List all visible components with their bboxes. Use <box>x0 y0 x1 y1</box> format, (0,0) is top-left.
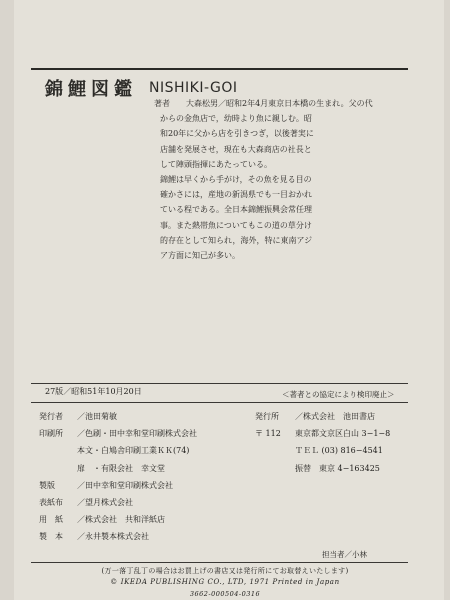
colophon-value: 東京都文京区白山 3−1−8 <box>295 429 391 439</box>
colophon-left <box>39 408 254 546</box>
edition-rule-bottom <box>31 402 408 403</box>
book-code: 3662-000504-0316 <box>189 590 261 598</box>
edition-rule-top <box>31 383 408 384</box>
colophon-row-phone <box>255 442 415 459</box>
colophon-value: ／望月株式会社 <box>77 498 133 508</box>
colophon-value: ／田中幸和堂印刷株式会社 <box>77 480 173 490</box>
person-in-charge: 担当者／小林 <box>322 550 367 559</box>
colophon-value: ／池田菊敏 <box>77 412 117 421</box>
top-rule <box>31 68 408 70</box>
bio-line: 大森松男／昭和2年4月東京日本橋の生まれ。父の代 <box>186 99 373 108</box>
colophon-label <box>255 460 295 477</box>
title-japanese: 錦鯉図鑑 <box>45 79 137 100</box>
colophon-label: 用 紙 <box>39 515 63 525</box>
colophon-label: 発行所 <box>255 412 279 421</box>
bio-line: 確かさには，産地の新潟県でも一目おかれ <box>160 190 312 200</box>
colophon-row-publishing-house <box>255 408 415 425</box>
colophon-row-printer <box>39 425 254 442</box>
colophon-label: 製 本 <box>39 532 63 542</box>
bio-line: 的存在として知られ，海外，特に東南アジ <box>160 235 313 245</box>
footer-rule <box>31 562 408 563</box>
colophon-row-printer-text <box>39 442 254 459</box>
colophon-value: ／色刷・田中幸和堂印刷株式会社 <box>77 429 197 439</box>
bio-line: 店舗を発展させ，現在も大森商店の社長と <box>160 144 312 154</box>
copyright-line: © IKEDA PUBLISHING CO., LTD, 1971 Printed in Japan <box>110 578 340 586</box>
colophon-value: 扉 ・有限会社 幸文堂 <box>77 463 165 473</box>
seal-notice: ＜著者との協定により検印廃止＞ <box>282 390 395 399</box>
colophon-value: ／永井製本株式会社 <box>77 532 149 542</box>
replacement-notice: (万一落丁乱丁の場合はお買上げの書店又は発行所にてお取替えいたします) <box>101 567 349 575</box>
bio-line: ア方面に知己が多い。 <box>160 251 240 261</box>
colophon-row-binding <box>39 528 254 545</box>
bio-line: からの金魚店で，幼時より魚に親しむ。昭 <box>160 114 312 124</box>
colophon-row-cover-cloth <box>39 494 254 511</box>
title-english: NISHIKI-GOI <box>149 80 238 96</box>
bio-line: 和20年に父から店を引きつぎ，以後著実に <box>160 129 314 139</box>
colophon-row-printer-frontispiece <box>39 460 254 477</box>
author-label: 著者 <box>154 99 170 108</box>
colophon-label <box>255 442 295 459</box>
colophon-row-transfer <box>255 460 415 477</box>
bio-line: ている程である。全日本錦鯉振興会常任理 <box>160 205 312 215</box>
colophon-label: 発行者 <box>39 412 63 421</box>
edition-info: 27版／昭和51年10月20日 <box>45 387 142 396</box>
colophon-label: 〒 112 <box>255 429 281 439</box>
colophon-label: 印刷所 <box>39 429 63 439</box>
colophon-value: 本文・白鳩舎印刷工業ＫＫ(74) <box>77 446 190 456</box>
colophon-value: ／株式会社 池田書店 <box>295 412 375 421</box>
colophon-label: 表紙布 <box>39 498 63 508</box>
bio-line: 事。また熱帯魚についてもこの道の草分け <box>160 220 312 230</box>
colophon-row-paper <box>39 511 254 528</box>
colophon-value: 振替 東京 4−163425 <box>295 463 380 473</box>
colophon-label: 製版 <box>39 480 55 490</box>
colophon-row-address <box>255 425 415 442</box>
colophon-right <box>255 408 415 477</box>
bio-line: 錦鯉は早くから手がけ，その魚を見る目の <box>160 175 312 185</box>
colophon-value: ＴＥＬ (03) 816−4541 <box>295 446 383 456</box>
colophon-row-publisher <box>39 408 254 425</box>
author-bio <box>154 96 412 263</box>
bio-line: して陣頭指揮にあたっている。 <box>160 159 272 169</box>
colophon-row-plate <box>39 477 254 494</box>
colophon-value: ／株式会社 共和洋紙店 <box>77 515 165 525</box>
